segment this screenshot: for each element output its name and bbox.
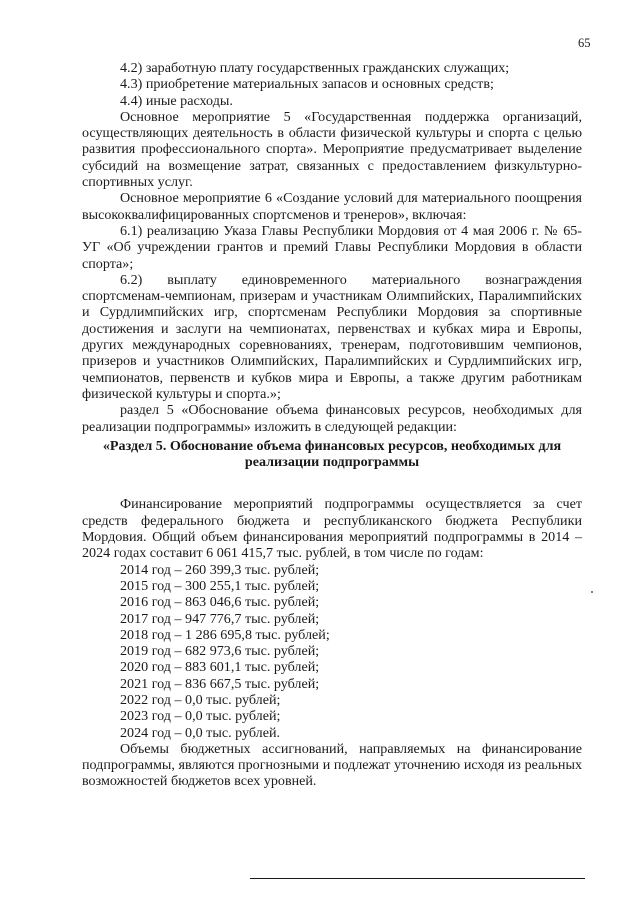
paragraph-section-5-intro: раздел 5 «Обоснование объема финансовых ресурсов, необходимых для реализации подпрограммы» изложить в следующей редакции: [82,402,582,435]
bottom-rule [250,878,585,879]
page-number: 65 [578,36,591,50]
document-body [82,60,582,790]
paragraph-4-4: 4.4) иные расходы. [120,92,233,109]
yearly-funding-list [82,562,582,741]
section-heading: «Раздел 5. Обоснование объема финансовых ресурсов, необходимых для реализации подпрограммы [102,437,562,471]
paragraph-4-3: 4.3) приобретение материальных запасов и основных средств; [120,76,494,93]
funding-2021: 2021 год – 836 667,5 тыс. рублей; [120,675,320,692]
funding-2020: 2020 год – 883 601,1 тыс. рублей; [120,659,320,676]
spacer [82,470,582,496]
scan-speck [591,591,593,593]
funding-2022: 2022 год – 0,0 тыс. рублей; [120,691,281,708]
funding-2015: 2015 год – 300 255,1 тыс. рублей; [120,577,320,594]
paragraph-6-2: 6.2) выплату единовременного материального вознаграждения спортсменам-чемпионам, призерам и участникам Олимпийских, Паралимпийских и Сурдлимпийских игр, спортсменам Республики Мордовия за спортивные достижения и заслуги на чемпионатах, первенствах и кубках мира и Европы, других международных соревнованиях, тренерам, подготовившим чемпионов, призеров и участников Олимпийских, Паралимпийских и Сурдлимпийских игр, чемпионатов, первенств и кубков мира и Европы, а также другим работникам физической культуры и спорта.»; [82,271,582,402]
funding-2014: 2014 год – 260 399,3 тыс. рублей; [120,561,320,578]
paragraph-measure-5: Основное мероприятие 5 «Государственная поддержка организаций, осуществляющих деятельность в области физической культуры и спорта с целью развития профессионального спорта». Мероприятие предусматривает выделение субсидий на возмещение затрат, связанных с предоставлением физкультурно-спортивных услуг. [82,108,582,191]
paragraph-6-1: 6.1) реализацию Указа Главы Республики Мордовия от 4 мая 2006 г. № 65-УГ «Об учреждении грантов и премий Главы Республики Мордовия в области спорта»; [82,222,582,272]
paragraph-measure-6: Основное мероприятие 6 «Создание условий для материального поощрения высококвалифицированных спортсменов и тренеров», включая: [82,190,582,223]
funding-2024: 2024 год – 0,0 тыс. рублей. [120,724,281,741]
funding-2023: 2023 год – 0,0 тыс. рублей; [120,708,281,725]
closing-paragraph: Объемы бюджетных ассигнований, направляемых на финансирование подпрограммы, являются прогнозными и подлежат уточнению исходя из реальных возможностей бюджетов всех уровней. [82,740,582,790]
funding-2016: 2016 год – 863 046,6 тыс. рублей; [120,594,320,611]
funding-2017: 2017 год – 947 776,7 тыс. рублей; [120,610,320,627]
funding-2019: 2019 год – 682 973,6 тыс. рублей; [120,643,320,660]
financing-intro: Финансирование мероприятий подпрограммы осуществляется за счет средств федерального бюджета и республиканского бюджета Республики Мордовия. Общий объем финансирования мероприятий подпрограммы в 2014 – 2024 годах составит 6 061 415,7 тыс. рублей, в том числе по годам: [82,496,582,562]
paragraph-4-2: 4.2) заработную плату государственных гражданских служащих; [120,60,510,76]
funding-2018: 2018 год – 1 286 695,8 тыс. рублей; [120,626,330,643]
